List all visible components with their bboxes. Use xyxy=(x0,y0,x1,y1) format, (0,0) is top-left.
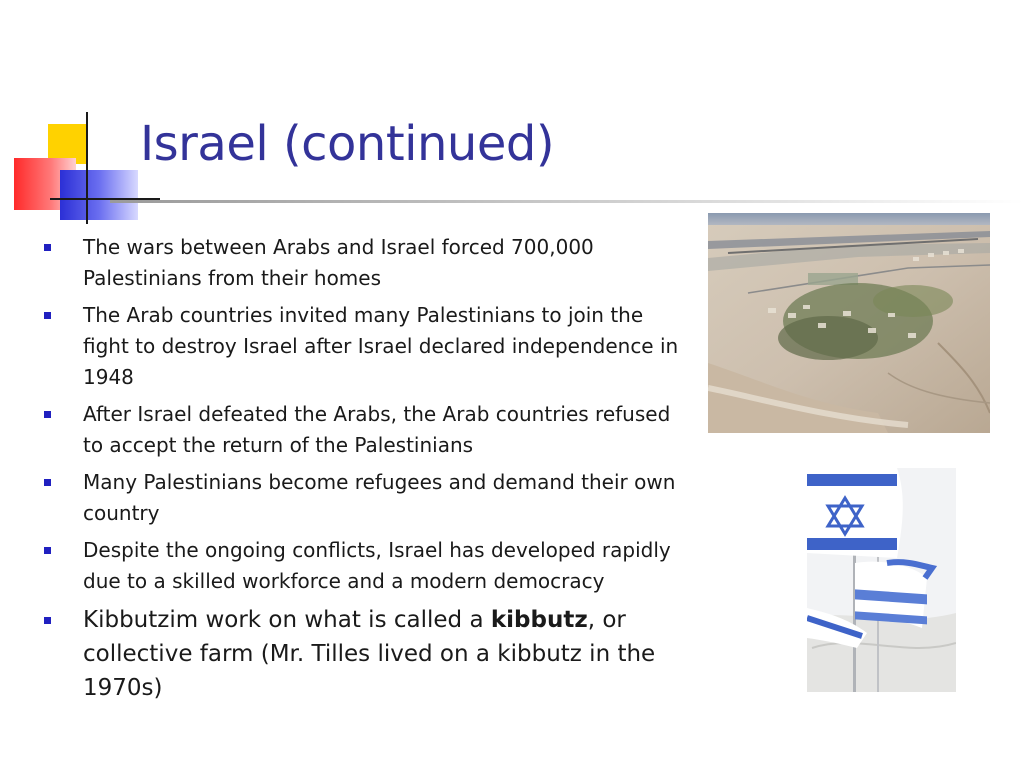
title-rule xyxy=(110,200,1024,203)
bullet-text: After Israel defeated the Arabs, the Arab countries refused to accept the return of the Palestinians xyxy=(83,402,671,457)
bullet-marker-icon xyxy=(44,547,51,554)
bullet-item xyxy=(40,300,685,393)
blue-square-decoration xyxy=(60,170,138,220)
bullet-marker-icon xyxy=(44,479,51,486)
bullet-item xyxy=(40,232,685,294)
bullet-item xyxy=(40,399,685,461)
bullet-text: The Arab countries invited many Palestinians to join the fight to destroy Israel after Israel declared independence in 1948 xyxy=(83,303,679,389)
bullet-text-pre: Kibbutzim work on what is called a xyxy=(83,607,491,633)
bullet-list xyxy=(40,232,685,711)
bullet-text-bold: kibbutz xyxy=(490,607,588,633)
bullet-text-post: , or collective farm (Mr. Tilles lived on a kibbutz in the 1970s) xyxy=(83,607,656,701)
aerial-kibbutz-photo xyxy=(708,213,990,433)
israeli-flags-photo xyxy=(807,468,956,692)
bullet-text: The wars between Arabs and Israel forced 700,000 Palestinians from their homes xyxy=(83,235,594,290)
bullet-marker-icon xyxy=(44,312,51,319)
bullet-text: Despite the ongoing conflicts, Israel has developed rapidly due to a skilled workforce and a modern democracy xyxy=(83,538,671,593)
bullet-text: Many Palestinians become refugees and demand their own country xyxy=(83,470,676,525)
vertical-line-decoration xyxy=(86,112,88,224)
bullet-marker-icon xyxy=(44,244,51,251)
bullet-item xyxy=(40,467,685,529)
bullet-item xyxy=(40,603,685,705)
bullet-item xyxy=(40,535,685,597)
bullet-marker-icon xyxy=(44,411,51,418)
bullet-marker-icon xyxy=(44,617,51,624)
slide-title: Israel (continued) xyxy=(140,116,555,172)
